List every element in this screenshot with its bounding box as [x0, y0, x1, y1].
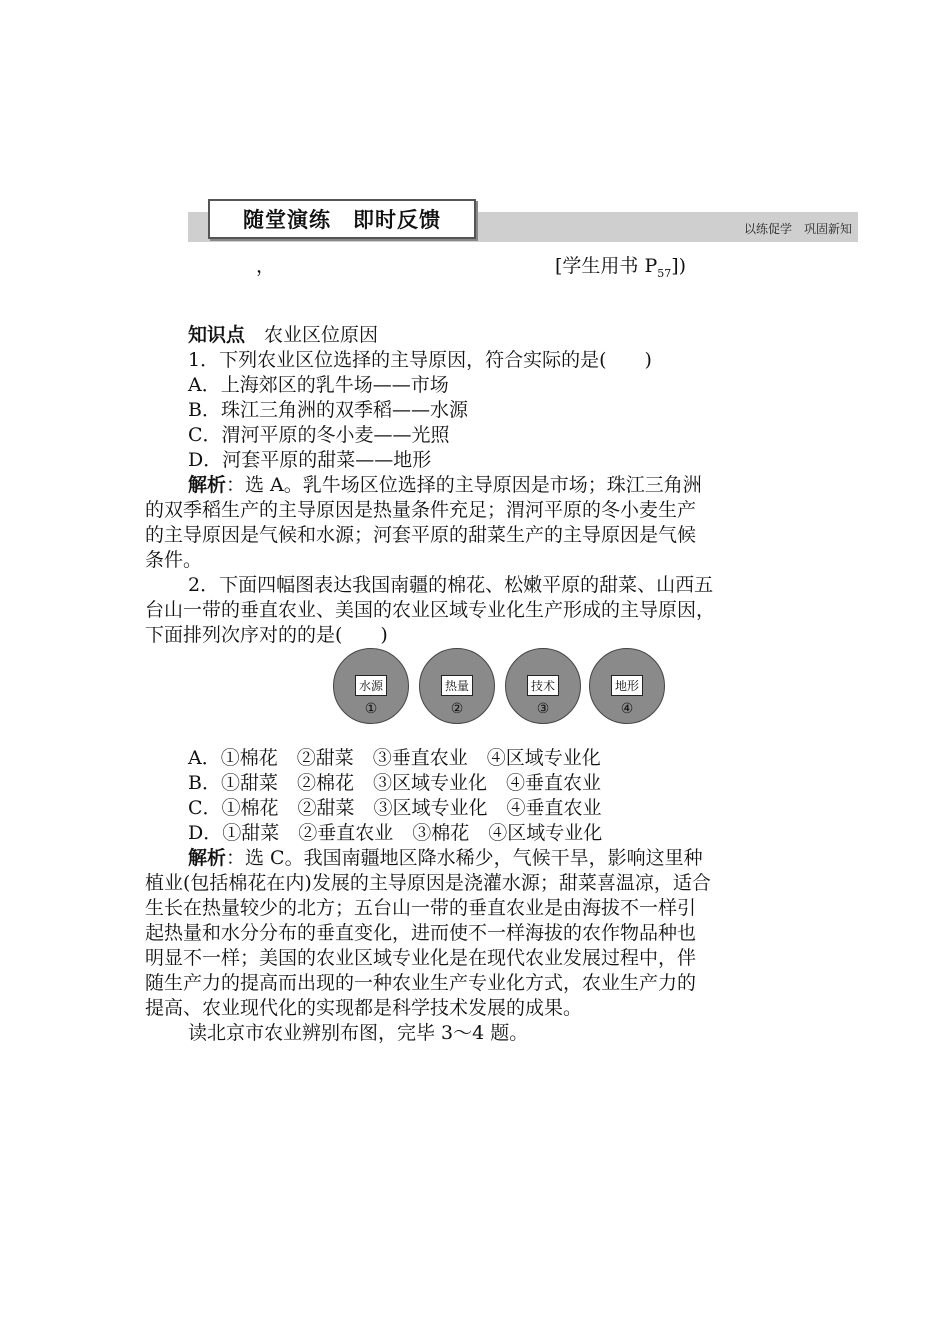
factor-circle	[505, 648, 581, 724]
reading-instruction: 读北京市农业辨别布图，完毕 3～4 题。	[188, 1022, 529, 1044]
q1-stem: 1．下列农业区位选择的主导原因，符合实际的是( )	[188, 349, 652, 371]
section-banner-title: 随堂演练 即时反馈	[208, 199, 476, 239]
factor-circle	[589, 648, 665, 724]
q1-analysis-line: 的双季稻生产的主导原因是热量条件充足；渭河平原的冬小麦生产	[145, 499, 697, 521]
book-reference: [学生用书 $P_{57}$])	[555, 255, 687, 280]
q2-analysis-line: 解析：选 C。我国南疆地区降水稀少，气候干旱，影响这里种	[188, 847, 703, 869]
factor-circles-figure	[333, 648, 663, 724]
factor-number: ②	[450, 701, 464, 717]
factor-label: 地形	[611, 675, 643, 696]
q2-option-a: A．①棉花 ②甜菜 ③垂直农业 ④区域专业化	[188, 747, 601, 769]
q1-option-c: C．渭河平原的冬小麦——光照	[188, 424, 450, 446]
factor-number: ①	[364, 701, 378, 717]
q2-option-c: C．①棉花 ②甜菜 ③区域专业化 ④垂直农业	[188, 797, 602, 819]
q2-analysis-line: 明显不一样；美国的农业区域专业化是在现代农业发展过程中，伴	[145, 947, 697, 969]
factor-circle	[333, 648, 409, 724]
q1-analysis-line: 的主导原因是气候和水源；河套平原的甜菜生产的主导原因是气候	[145, 524, 697, 546]
q1-option-d: D．河套平原的甜菜——地形	[188, 449, 432, 471]
q2-option-b: B．①甜菜 ②棉花 ③区域专业化 ④垂直农业	[188, 772, 601, 794]
factor-number: ④	[620, 701, 634, 717]
stray-comma: ，	[256, 255, 276, 277]
factor-label: 水源	[355, 675, 387, 696]
q1-analysis-line: 解析：选 A。乳牛场区位选择的主导原因是市场；珠江三角洲	[188, 474, 702, 496]
q2-analysis-line: 起热量和水分分布的垂直变化，进而使不一样海拔的农作物品种也	[145, 922, 697, 944]
factor-number: ③	[536, 701, 550, 717]
q1-option-a: A．上海郊区的乳牛场——市场	[188, 374, 449, 396]
factor-label: 热量	[441, 675, 473, 696]
factor-label: 技术	[527, 675, 559, 696]
knowledge-point: 知识点 农业区位原因	[188, 324, 379, 346]
section-banner-slogan: 以练促学 巩固新知	[743, 222, 852, 236]
q2-stem-line: 台山一带的垂直农业、美国的农业区域专业化生产形成的主导原因，	[145, 599, 716, 621]
q2-stem-line: 下面排列次序对的的是( )	[145, 624, 388, 646]
q2-analysis-line: 随生产力的提高而出现的一种农业生产专业化方式，农业生产力的	[145, 972, 697, 994]
q2-analysis-line: 生长在热量较少的北方；五台山一带的垂直农业是由海拔不一样引	[145, 897, 697, 919]
factor-circle	[419, 648, 495, 724]
q1-option-b: B．珠江三角洲的双季稻——水源	[188, 399, 468, 421]
q2-stem-line: 2．下面四幅图表达我国南疆的棉花、松嫩平原的甜菜、山西五	[188, 574, 714, 596]
q2-analysis-line: 提高、农业现代化的实现都是科学技术发展的成果。	[145, 997, 583, 1019]
q2-analysis-line: 植业(包括棉花在内)发展的主导原因是浇灌水源；甜菜喜温凉，适合	[145, 872, 711, 894]
q2-option-d: D．①甜菜 ②垂直农业 ③棉花 ④区域专业化	[188, 822, 603, 844]
q1-analysis-line: 条件。	[145, 549, 203, 571]
